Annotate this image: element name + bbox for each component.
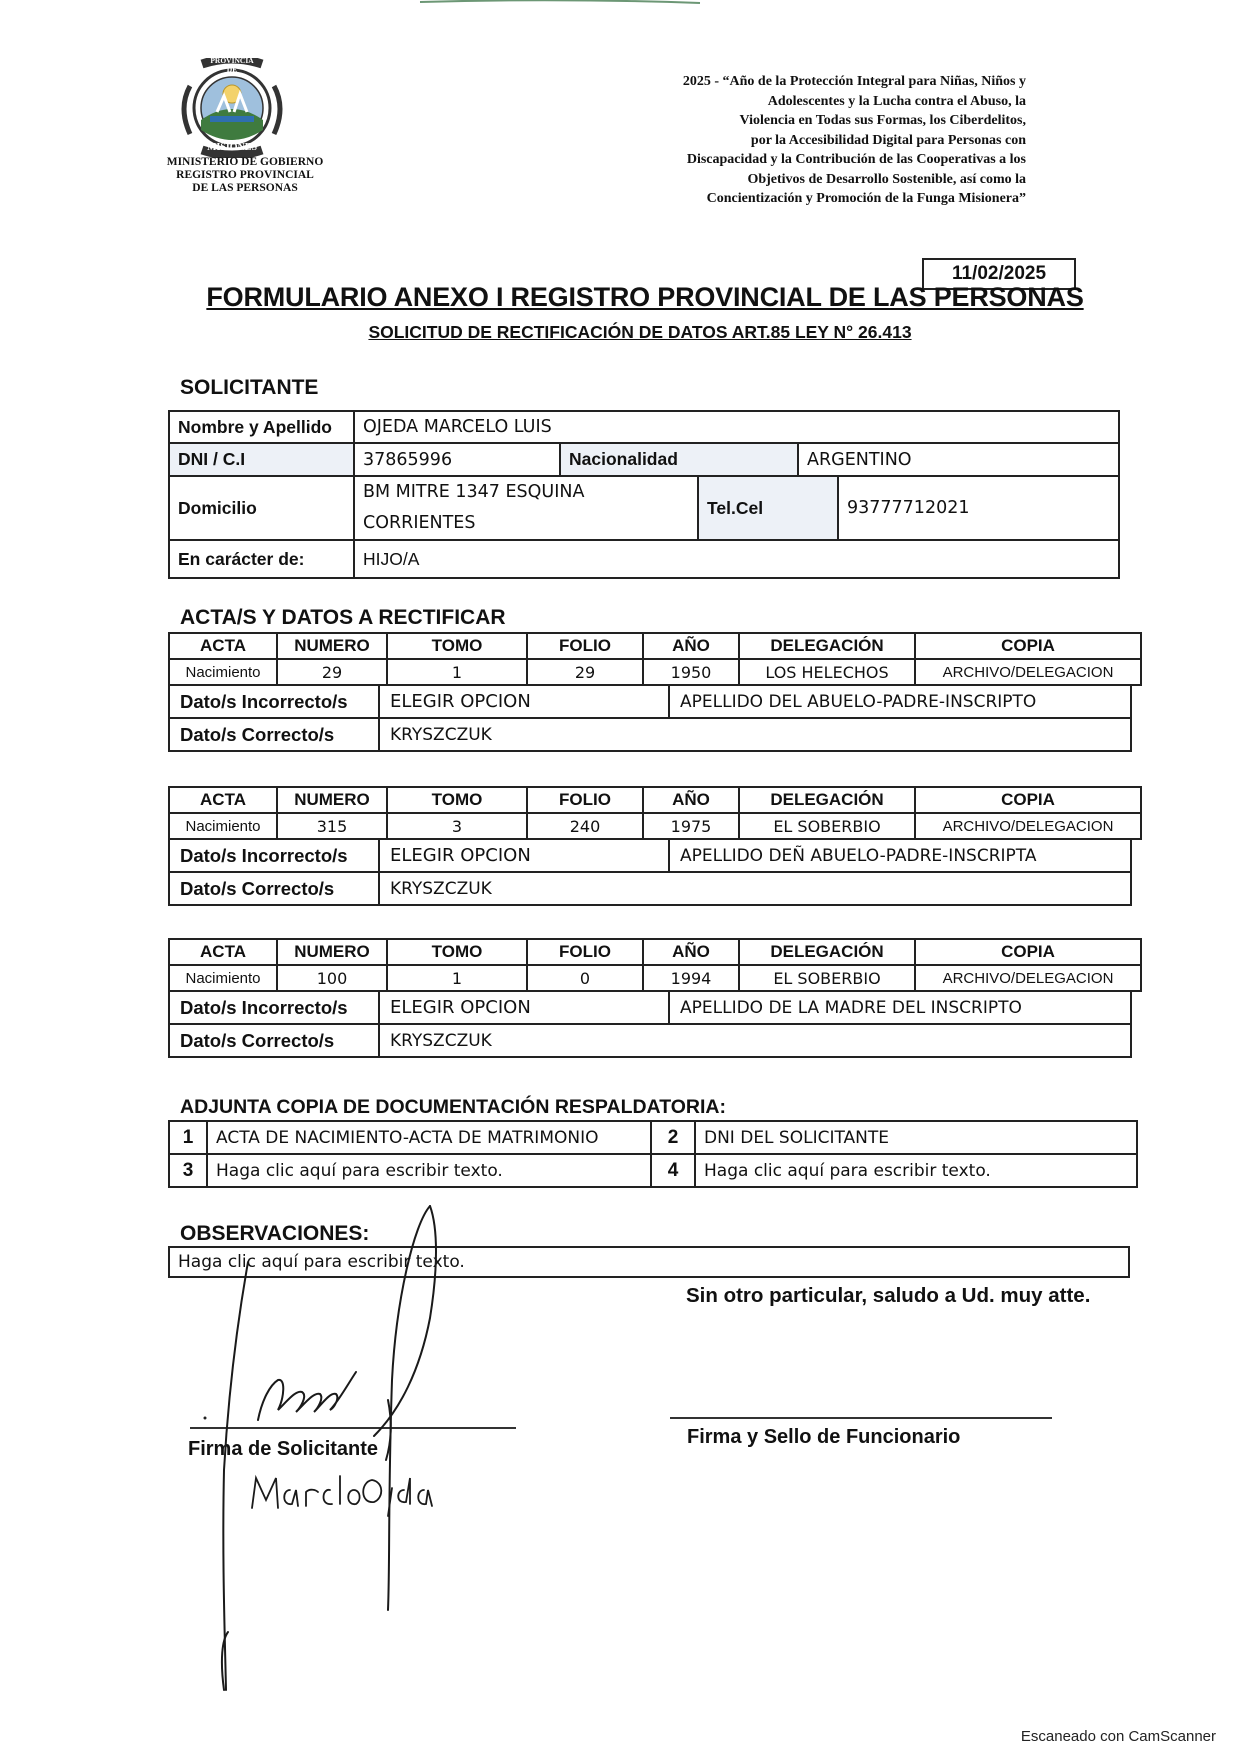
acta-cell-delegacion[interactable]: LOS HELECHOS bbox=[739, 659, 915, 685]
acta-cell-numero[interactable]: 315 bbox=[277, 813, 387, 839]
scanner-watermark: Escaneado con CamScanner bbox=[1020, 1728, 1216, 1745]
correct-label: Dato/s Correcto/s bbox=[169, 1024, 379, 1057]
acta-cell-numero[interactable]: 29 bbox=[277, 659, 387, 685]
caracter-field[interactable]: HIJO/A bbox=[354, 540, 1119, 578]
tel-label: Tel.Cel bbox=[698, 476, 838, 540]
signature-line-solicitante bbox=[190, 1427, 516, 1429]
acta-header-tomo: TOMO bbox=[387, 633, 527, 659]
correct-field[interactable]: KRYSZCZUK bbox=[379, 718, 1131, 751]
rectification-table bbox=[168, 838, 1132, 906]
seal-top-text: PROVINCIA DE bbox=[210, 56, 254, 74]
acta-header-tomo: TOMO bbox=[387, 939, 527, 965]
caracter-label: En carácter de: bbox=[169, 540, 354, 578]
acta-header-delegacion: DELEGACIÓN bbox=[739, 787, 915, 813]
observaciones-field[interactable]: Haga clic aquí para escribir texto. bbox=[169, 1247, 1129, 1277]
acta-header-numero: NUMERO bbox=[277, 939, 387, 965]
acta-header-delegacion: DELEGACIÓN bbox=[739, 939, 915, 965]
acta-block bbox=[168, 786, 1142, 906]
dni-field[interactable]: 37865996 bbox=[354, 443, 560, 476]
acta-cell-copia[interactable]: ARCHIVO/DELEGACION bbox=[915, 813, 1141, 839]
nacionalidad-field[interactable]: ARGENTINO bbox=[798, 443, 1119, 476]
domicilio-field[interactable]: BM MITRE 1347 ESQUINA CORRIENTES bbox=[354, 476, 698, 540]
acta-header-delegacion: DELEGACIÓN bbox=[739, 633, 915, 659]
observaciones-table bbox=[168, 1246, 1130, 1278]
acta-header-anio: AÑO bbox=[643, 787, 739, 813]
correct-label: Dato/s Correcto/s bbox=[169, 718, 379, 751]
option-select[interactable]: ELEGIR OPCION bbox=[379, 991, 669, 1024]
acta-cell-acta[interactable]: Nacimiento bbox=[169, 813, 277, 839]
acta-cell-acta[interactable]: Nacimiento bbox=[169, 965, 277, 991]
acta-block bbox=[168, 632, 1142, 752]
dni-label: DNI / C.I bbox=[169, 443, 354, 476]
form-title: FORMULARIO ANEXO I REGISTRO PROVINCIAL DE LAS PERSONAS bbox=[206, 282, 1084, 312]
rectification-table bbox=[168, 990, 1132, 1058]
tel-field[interactable]: 93777712021 bbox=[838, 476, 1119, 540]
acta-cell-copia[interactable]: ARCHIVO/DELEGACION bbox=[915, 965, 1141, 991]
nacionalidad-label: Nacionalidad bbox=[560, 443, 798, 476]
adjunta-number: 2 bbox=[651, 1121, 695, 1154]
incorrect-field[interactable]: APELLIDO DEL ABUELO-PADRE-INSCRIPTO bbox=[669, 685, 1131, 718]
signature-line-funcionario bbox=[670, 1417, 1052, 1419]
section-heading-adjunta: ADJUNTA COPIA DE DOCUMENTACIÓN RESPALDATORIA: bbox=[180, 1096, 726, 1118]
rectification-table bbox=[168, 684, 1132, 752]
section-heading-solicitante: SOLICITANTE bbox=[180, 376, 319, 399]
seal-bottom-text: MISIONES bbox=[206, 142, 257, 153]
acta-header-numero: NUMERO bbox=[277, 787, 387, 813]
acta-header-anio: AÑO bbox=[643, 939, 739, 965]
option-select[interactable]: ELEGIR OPCION bbox=[379, 685, 669, 718]
incorrect-field[interactable]: APELLIDO DE LA MADRE DEL INSCRIPTO bbox=[669, 991, 1131, 1024]
adjunta-number: 4 bbox=[651, 1154, 695, 1187]
adjunta-item-2[interactable]: DNI DEL SOLICITANTE bbox=[695, 1121, 1137, 1154]
acta-table bbox=[168, 938, 1142, 992]
year-motto: 2025 - “Año de la Protección Integral para Niñas, Niños y Adolescentes y la Lucha contra el Abuso, la Violencia en Todas sus Formas, los Ciberdelitos, por la Accesibilidad Digital para Personas con Discapacidad y la Contribución de las Cooperativas a los Objetivos de Desarrollo Sostenible, así como la Concientización y Promoción de la Funga Misionera” bbox=[682, 74, 1026, 206]
acta-header-acta: ACTA bbox=[169, 939, 277, 965]
acta-block bbox=[168, 938, 1142, 1058]
form-subtitle: SOLICITUD DE RECTIFICACIÓN DE DATOS ART.85 LEY N° 26.413 bbox=[368, 322, 912, 342]
acta-cell-numero[interactable]: 100 bbox=[277, 965, 387, 991]
section-heading-actas: ACTA/S Y DATOS A RECTIFICAR bbox=[180, 606, 506, 629]
closing-text: Sin otro particular, saludo a Ud. muy atte. bbox=[686, 1284, 1091, 1307]
acta-cell-delegacion[interactable]: EL SOBERBIO bbox=[739, 813, 915, 839]
acta-header-numero: NUMERO bbox=[277, 633, 387, 659]
acta-cell-copia[interactable]: ARCHIVO/DELEGACION bbox=[915, 659, 1141, 685]
acta-cell-anio[interactable]: 1950 bbox=[643, 659, 739, 685]
acta-cell-delegacion[interactable]: EL SOBERBIO bbox=[739, 965, 915, 991]
acta-cell-folio[interactable]: 29 bbox=[527, 659, 643, 685]
acta-header-acta: ACTA bbox=[169, 633, 277, 659]
acta-cell-anio[interactable]: 1994 bbox=[643, 965, 739, 991]
acta-table bbox=[168, 632, 1142, 686]
acta-cell-folio[interactable]: 0 bbox=[527, 965, 643, 991]
acta-cell-tomo[interactable]: 3 bbox=[387, 813, 527, 839]
solicitante-table bbox=[168, 410, 1120, 579]
acta-header-anio: AÑO bbox=[643, 633, 739, 659]
acta-header-folio: FOLIO bbox=[527, 787, 643, 813]
acta-cell-folio[interactable]: 240 bbox=[527, 813, 643, 839]
acta-header-tomo: TOMO bbox=[387, 787, 527, 813]
adjunta-number: 1 bbox=[169, 1121, 207, 1154]
scan-smear bbox=[400, 0, 720, 10]
acta-cell-anio[interactable]: 1975 bbox=[643, 813, 739, 839]
domicilio-label: Domicilio bbox=[169, 476, 354, 540]
name-field[interactable]: OJEDA MARCELO LUIS bbox=[354, 411, 1119, 443]
option-select[interactable]: ELEGIR OPCION bbox=[379, 839, 669, 872]
date-field[interactable]: 11/02/2025 bbox=[922, 258, 1076, 290]
acta-cell-tomo[interactable]: 1 bbox=[387, 965, 527, 991]
acta-header-copia: COPIA bbox=[915, 787, 1141, 813]
correct-field[interactable]: KRYSZCZUK bbox=[379, 872, 1131, 905]
ministry-name: MINISTERIO DE GOBIERNO REGISTRO PROVINCIAL DE LAS PERSONAS bbox=[166, 156, 324, 194]
adjunta-number: 3 bbox=[169, 1154, 207, 1187]
correct-label: Dato/s Correcto/s bbox=[169, 872, 379, 905]
correct-field[interactable]: KRYSZCZUK bbox=[379, 1024, 1131, 1057]
section-heading-observaciones: OBSERVACIONES: bbox=[180, 1222, 370, 1245]
acta-header-folio: FOLIO bbox=[527, 633, 643, 659]
incorrect-label: Dato/s Incorrecto/s bbox=[169, 839, 379, 872]
incorrect-label: Dato/s Incorrecto/s bbox=[169, 991, 379, 1024]
incorrect-field[interactable]: APELLIDO DEÑ ABUELO-PADRE-INSCRIPTA bbox=[669, 839, 1131, 872]
incorrect-label: Dato/s Incorrecto/s bbox=[169, 685, 379, 718]
acta-header-copia: COPIA bbox=[915, 633, 1141, 659]
acta-header-copia: COPIA bbox=[915, 939, 1141, 965]
adjunta-table bbox=[168, 1120, 1138, 1188]
adjunta-item-4[interactable]: Haga clic aquí para escribir texto. bbox=[695, 1154, 1137, 1187]
acta-cell-acta[interactable]: Nacimiento bbox=[169, 659, 277, 685]
acta-cell-tomo[interactable]: 1 bbox=[387, 659, 527, 685]
adjunta-item-1[interactable]: ACTA DE NACIMIENTO-ACTA DE MATRIMONIO bbox=[207, 1121, 651, 1154]
acta-header-folio: FOLIO bbox=[527, 939, 643, 965]
acta-header-acta: ACTA bbox=[169, 787, 277, 813]
name-label: Nombre y Apellido bbox=[169, 411, 354, 443]
signature-label-funcionario: Firma y Sello de Funcionario bbox=[687, 1426, 961, 1448]
acta-table bbox=[168, 786, 1142, 840]
adjunta-item-3[interactable]: Haga clic aquí para escribir texto. bbox=[207, 1154, 651, 1187]
signature-label-solicitante: Firma de Solicitante bbox=[188, 1438, 379, 1460]
